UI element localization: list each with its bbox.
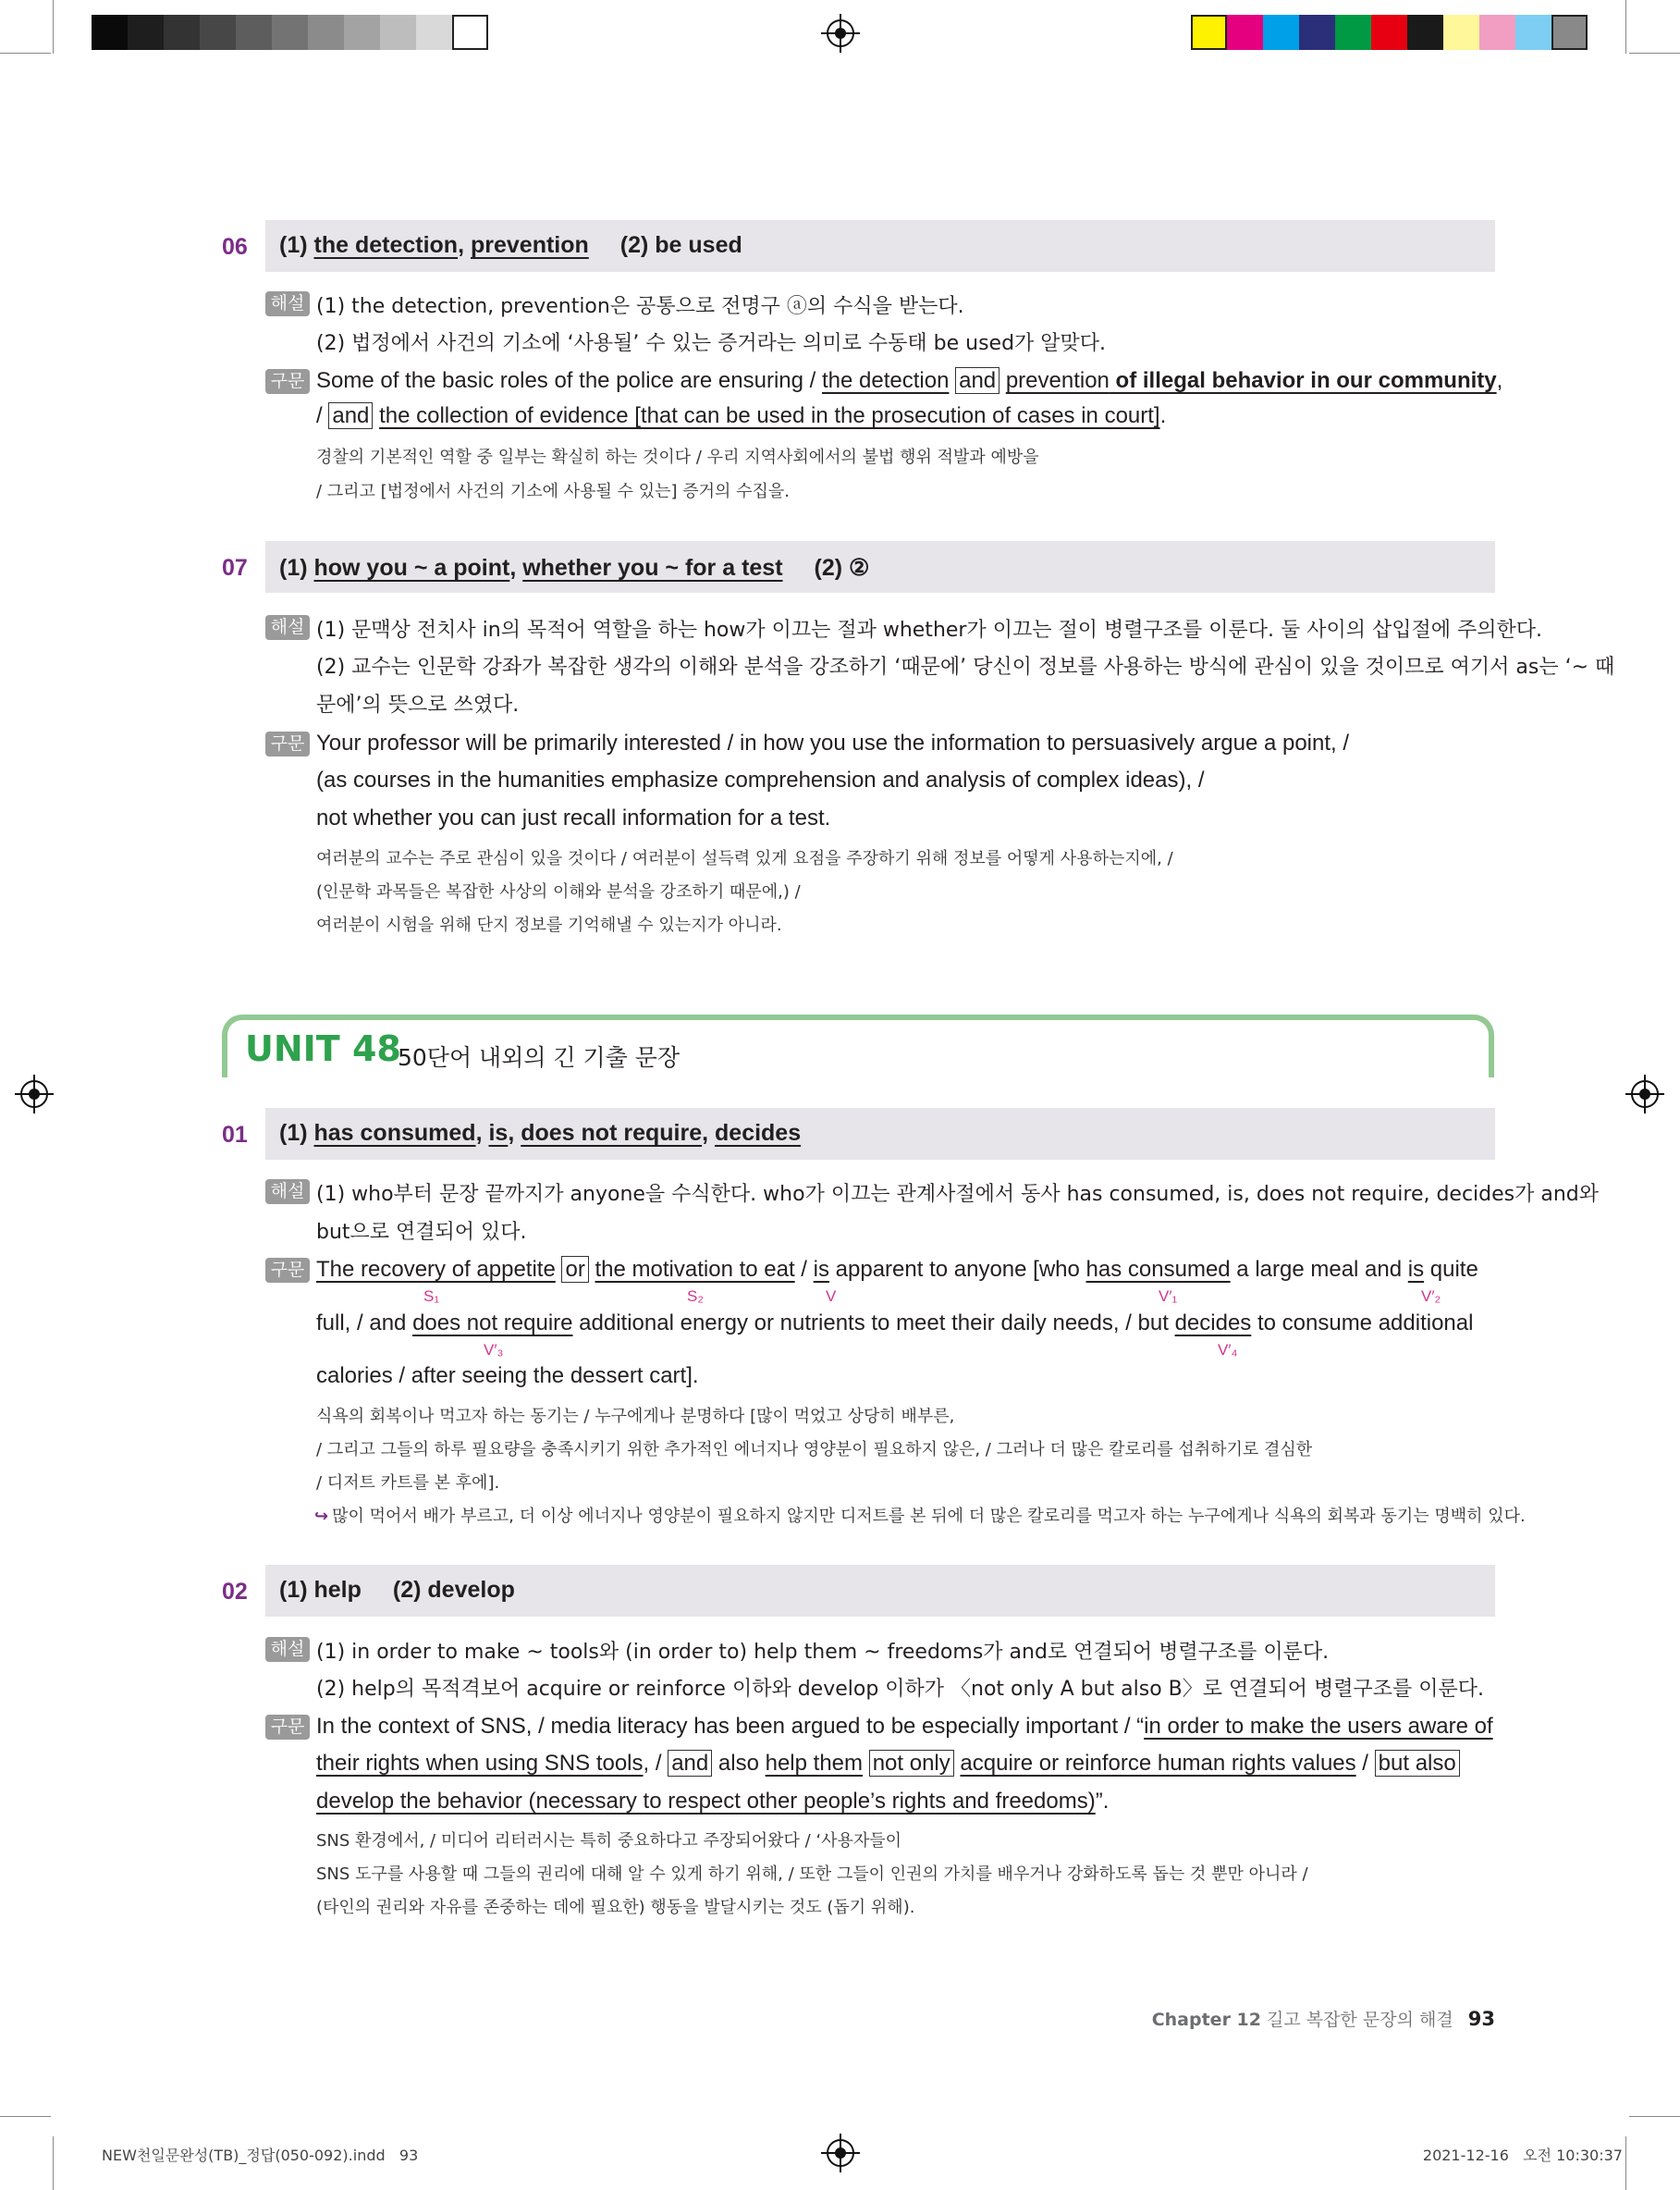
sentence-fragment: additional energy or nutrients to meet their daily needs, / but [572,1310,1175,1335]
translation-line: SNS 환경에서, / 미디어 리터러시는 특히 중요하다고 주장되어왔다 / ‘사용자들이 [316,1831,902,1851]
answer-text [279,232,742,259]
grammar-mark: V′₄ [1218,1341,1238,1359]
answer-part: how you ~ a point [313,555,510,581]
sentence-line [316,1789,1109,1815]
answer-text [279,1577,515,1604]
answer-part: is [488,1120,509,1146]
registration-mark-icon [1631,1080,1659,1108]
crop-mark [1629,2116,1680,2117]
translation-line: / 디저트 카트를 본 후에]. [316,1473,500,1493]
sentence-fragment: Some of the basic roles of the police are ensuring / [316,368,822,393]
underlined-phrase: The recovery of appetite [316,1257,556,1282]
crop-mark [1625,0,1626,54]
structure-label: 구문 [265,369,310,394]
answer-text [279,554,869,582]
explanation-line: 문에’의 뜻으로 쓰였다. [316,694,520,717]
answer-part: (2) ② [814,555,870,581]
sentence-fragment: / [316,403,329,428]
color-swatch [1443,15,1479,50]
explanation-label: 해설 [265,291,310,316]
crop-mark [0,2116,51,2117]
answer-part: whether you ~ for a test [522,555,783,581]
crop-mark [53,2136,54,2190]
boxed-conjunction: but also [1375,1750,1460,1777]
sentence-fragment: , [1496,368,1503,393]
underlined-phrase: the collection of evidence [that can be used in the prosecution of cases in court] [379,403,1160,428]
boxed-conjunction: and [955,367,999,394]
answer-part: (1) help [279,1577,362,1603]
answer-prefix: (1) [279,1120,314,1146]
crop-mark [0,53,51,54]
underlined-phrase: in order to make the users aware of [1144,1714,1493,1739]
grammar-mark: V′₁ [1159,1287,1178,1305]
underlined-phrase: develop the behavior (necessary to respect other people’s rights and freedoms) [316,1789,1096,1814]
sentence-line [316,368,1502,394]
separator: , [702,1120,716,1146]
boxed-conjunction: and [668,1750,712,1777]
explanation-line: (2) 법정에서 사건의 기소에 ‘사용될’ 수 있는 증거라는 의미로 수동태 be used가 알맞다. [316,332,1107,355]
page-number: 93 [1467,2008,1495,2030]
sentence-line [316,403,1166,429]
translation-line: (타인의 권리와 자유를 존중하는 데에 필요한) 행동을 발달시키는 것도 (돕기 위해). [316,1898,915,1917]
grammar-mark: V [826,1287,837,1305]
grammar-mark: V′₂ [1421,1287,1441,1305]
unit-subtitle: 50단어 내외의 긴 기출 문장 [398,1044,681,1071]
sentence-line: Your professor will be primarily interested / in how you use the information to persuasively argue a point, / [316,731,1350,756]
underlined-phrase: their rights when using SNS tools [316,1751,644,1776]
underlined-phrase: the motivation to eat [595,1257,795,1282]
color-swatch [1407,15,1443,50]
separator: , [475,1120,489,1146]
sentence-fragment: a large meal and [1230,1257,1408,1282]
answer-part: decides [715,1120,802,1146]
structure-label: 구문 [265,1258,310,1283]
summary-text: 많이 먹어서 배가 부르고, 더 이상 에너지나 영양분이 필요하지 않지만 디저트를 본 뒤에 더 많은 칼로리를 먹고자 하는 누구에게나 식욕의 회복과 동기는 명백히 있다. [332,1507,1526,1526]
explanation-line: (2) 교수는 인문학 강좌가 복잡한 생각의 이해와 분석을 강조하기 ‘때문에’ 당신이 정보를 사용하는 방식에 관심이 있을 것이므로 여기서 as는 ‘~ 때 [316,656,1615,679]
question-number: 02 [222,1579,248,1605]
question-number: 07 [222,555,248,581]
chapter-number: Chapter 12 [1151,2010,1261,2030]
boxed-conjunction: and [328,402,373,429]
question-number: 06 [222,234,248,260]
summary-line [314,1503,1526,1527]
color-swatch [1371,15,1407,50]
registration-mark-icon [20,1080,48,1108]
answer-text [279,1120,801,1147]
answer-part: has consumed [313,1120,476,1146]
grammar-mark: V′₃ [484,1341,504,1359]
sentence-fragment: full, / and [316,1310,413,1335]
color-swatch [1263,15,1299,50]
underlined-phrase: is [813,1257,829,1282]
translation-line: 경찰의 기본적인 역할 중 일부는 확실히 하는 것이다 / 우리 지역사회에서의 불법 행위 적발과 예방을 [316,448,1039,467]
grammar-mark: S₁ [423,1287,440,1305]
separator: , [508,1120,521,1146]
underlined-phrase: prevention [1005,368,1110,393]
chapter-title: 길고 복잡한 문장의 해결 [1267,2010,1453,2030]
crop-mark [53,0,54,54]
sentence-fragment: / [1355,1751,1375,1776]
underlined-phrase: does not require [412,1310,573,1335]
unit-title: UNIT 48 [245,1028,401,1069]
explanation-label: 해설 [265,1179,310,1204]
explanation-line: (1) 문맥상 전치사 in의 목적어 역할을 하는 how가 이끄는 절과 whether가 이끄는 절이 병렬구조를 이룬다. 둘 사이의 삽입절에 주의한다. [316,619,1542,642]
translation-line: / 그리고 [법정에서 사건의 기소에 사용될 수 있는] 증거의 수집을. [316,482,791,501]
explanation-line: (2) help의 목적격보어 acquire or reinforce 이하와 develop 이하가 〈not only A but also B〉로 연결되어 병렬구조를 이룬다. [316,1678,1484,1701]
underlined-phrase: help them [765,1751,864,1776]
sentence-line: not whether you can just recall information for a test. [316,806,831,830]
color-swatch [1299,15,1335,50]
sentence-fragment: In the context of SNS, / media literacy has been argued to be especially important / “ [316,1714,1145,1739]
sentence-fragment: quite [1424,1257,1478,1282]
underlined-phrase: decides [1174,1310,1252,1335]
sentence-line [316,1310,1473,1336]
answer-part: the detection [313,232,459,258]
sentence-line [316,1751,1460,1777]
answer-prefix: (1) [279,232,314,258]
sentence-fragment: , / [643,1751,668,1776]
sentence-fragment: / [794,1257,814,1282]
running-footer [1152,2006,1495,2031]
sentence-line: (as courses in the humanities emphasize comprehension and analysis of complex ideas), / [316,768,1205,793]
bold-phrase: of illegal behavior in our community [1109,368,1497,393]
explanation-line: (1) who부터 문장 끝까지가 anyone을 수식한다. who가 이끄는 관계사절에서 동사 has consumed, is, does not require, decides가 and와 [316,1183,1600,1206]
sentence-line [316,1257,1478,1283]
explanation-line: (1) in order to make ~ tools와 (in order to) help them ~ freedoms가 and로 연결되어 병렬구조를 이룬다. [316,1641,1330,1664]
grammar-mark: S₂ [687,1287,704,1305]
color-swatch [1479,15,1515,50]
separator: , [458,232,471,258]
answer-part: (2) develop [392,1577,515,1603]
registration-mark-icon [827,2139,854,2167]
arrow-right-icon: ↪ [314,1507,329,1526]
translation-line: 여러분이 시험을 위해 단지 정보를 기억해낼 수 있는지가 아니라. [316,916,782,935]
answer-part: does not require [521,1120,703,1146]
separator: , [509,555,523,581]
translation-line: 여러분의 교수는 주로 관심이 있을 것이다 / 여러분이 설득력 있게 요점을 주장하기 위해 정보를 어떻게 사용하는지에, / [316,849,1173,868]
underlined-phrase: is [1407,1257,1425,1282]
sentence-fragment: . [1159,403,1167,428]
print-file-info: NEW천일문완성(TB)_정답(050-092).indd 93 [102,2147,419,2164]
explanation-line: but으로 연결되어 있다. [316,1221,527,1244]
explanation-line: (1) the detection, prevention은 공통으로 전명구 ⓐ의 수식을 받는다. [316,295,964,318]
color-swatch [1191,15,1227,50]
explanation-label: 해설 [265,615,310,640]
print-date-info: 2021-12-16 오전 10:30:37 [1422,2147,1623,2164]
sentence-fragment: to consume additional [1251,1310,1474,1335]
color-swatch [1335,15,1371,50]
underlined-phrase: acquire or reinforce human rights values [960,1751,1356,1776]
sentence-line: calories / after seeing the dessert cart]. [316,1363,699,1388]
explanation-label: 해설 [265,1637,310,1662]
structure-label: 구문 [265,1715,310,1740]
crop-mark [1629,53,1680,54]
structure-label: 구문 [265,732,310,757]
color-swatch [1515,15,1551,50]
sentence-fragment: apparent to anyone [who [829,1257,1086,1282]
translation-line: (인문학 과목들은 복잡한 사상의 이해와 분석을 강조하기 때문에,) / [316,882,801,902]
answer-part: prevention [470,232,589,258]
answer-part: (2) be used [619,232,742,258]
translation-line: / 그리고 그들의 하루 필요량을 충족시키기 위한 추가적인 에너지나 영양분이 필요하지 않은, / 그러나 더 많은 칼로리를 섭취하기로 결심한 [316,1440,1313,1459]
crop-mark [1625,2136,1626,2190]
sentence-fragment: also [712,1751,766,1776]
color-swatch [1227,15,1263,50]
color-swatch [1551,15,1588,50]
registration-mark-icon [827,19,854,47]
sentence-line [316,1714,1493,1740]
question-number: 01 [222,1122,248,1148]
boxed-conjunction: not only [869,1750,954,1777]
translation-line: SNS 도구를 사용할 때 그들의 권리에 대해 알 수 있게 하기 위해, / 또한 그들이 인권의 가치를 배우거나 강화하도록 돕는 것 뿐만 아니라 / [316,1864,1308,1884]
boxed-conjunction: or [561,1256,588,1283]
sentence-fragment: ”. [1095,1789,1110,1814]
answer-prefix: (1) [279,555,314,581]
underlined-phrase: has consumed [1085,1257,1231,1282]
translation-line: 식욕의 회복이나 먹고자 하는 동기는 / 누구에게나 분명하다 [많이 먹었고 상당히 배부른, [316,1407,955,1426]
underlined-phrase: the detection [821,368,950,393]
